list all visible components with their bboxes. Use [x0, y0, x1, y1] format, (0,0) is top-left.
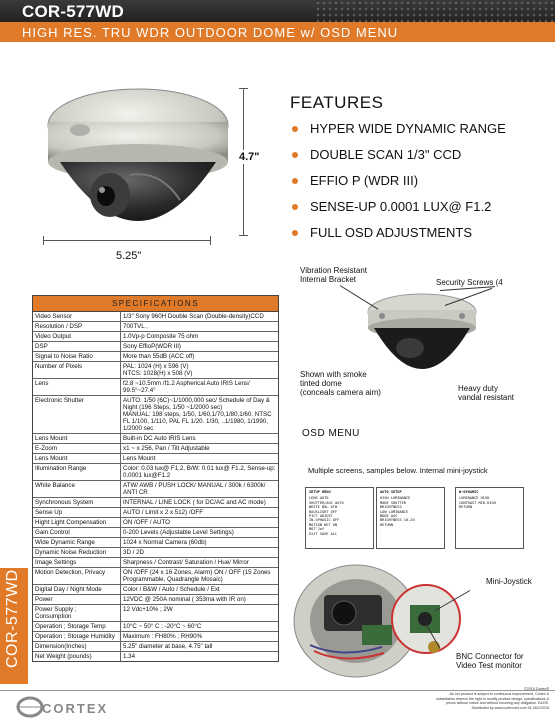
- spec-key: E-Zoom: [33, 444, 121, 453]
- spec-value: 12VDC @ 250A nominal ( 353ma with IR on): [123, 596, 246, 603]
- spec-row: [33, 558, 278, 568]
- spec-row: [33, 538, 278, 548]
- osd-line: RETURN: [380, 522, 393, 527]
- osd-line: LOW LUMINANCE: [380, 509, 409, 514]
- spec-row: [33, 379, 278, 396]
- spec-key: Lens Mount: [33, 454, 121, 463]
- specifications-table: [32, 295, 279, 662]
- osd-line: WHITE BAL ATW: [309, 505, 338, 510]
- spec-value: ON /OFF (24 x 16 Zones, Alarm) ON / OFF (15 Zones Programmable, Quadrangle Mosaic): [123, 569, 271, 583]
- osd-line: RETURN: [459, 505, 472, 510]
- spec-value: 5.25" diameter at base, 4.75" tall: [123, 643, 213, 650]
- spec-key: Illumination Range: [33, 464, 121, 480]
- width-dimension: 5.25": [116, 250, 142, 262]
- callout-bracket: Vibration Resistant Internal Bracket: [300, 266, 367, 284]
- model-title: COR-577WD: [22, 2, 124, 21]
- spec-key: Operation ; Storage Temp: [33, 622, 121, 631]
- osd-line: LUMINANCE HIGH: [459, 496, 490, 501]
- side-model-strip: [0, 568, 28, 684]
- spec-key: Video Output: [33, 332, 121, 341]
- width-dimension-line: [43, 240, 211, 241]
- spec-row: [33, 498, 278, 508]
- spec-value: AUTO / Limit x 2 x 512) /OFF: [123, 509, 203, 516]
- product-subtitle: HIGH RES. TRU WDR OUTDOOR DOME w/ OSD MENU: [22, 25, 399, 40]
- spec-value: 1024 x Normal Camera (60db): [123, 539, 207, 546]
- spec-key: Net Weight (pounds): [33, 652, 121, 661]
- feature-item: DOUBLE SCAN 1/3" CCD: [290, 146, 506, 172]
- spec-row: [33, 352, 278, 362]
- osd-line: PICT ADJUST: [309, 514, 333, 519]
- spec-value: Color / B&W / Auto / Schedule / Ext: [123, 586, 220, 593]
- features-title: FEATURES: [290, 93, 384, 112]
- spec-value: ATW/ AWB / PUSH LOCK/ MANUAL / 300k / 6300k/ ANTI CR: [123, 482, 266, 496]
- spec-row: [33, 605, 278, 622]
- spec-key: Synchronous System: [33, 498, 121, 507]
- spec-value: Built-in DC Auto IRIS Lens: [123, 435, 196, 442]
- spec-value: Maximum : FH80% ; RH90%: [123, 633, 203, 640]
- spec-row: [33, 322, 278, 332]
- spec-key: Gain Control: [33, 528, 121, 537]
- feature-item: FULL OSD ADJUSTMENTS: [290, 224, 506, 250]
- spec-row: [33, 444, 278, 454]
- osd-screen-setup: [305, 487, 374, 549]
- spec-key: Electronic Shutter: [33, 396, 121, 433]
- spec-value: More than 55dB (ACC off): [123, 353, 195, 360]
- osd-screen-title: W-DYNAMIC: [459, 490, 479, 494]
- specifications-title: SPECIFICATIONS: [33, 296, 278, 312]
- spec-row: [33, 362, 278, 379]
- spec-value: 3D / 2D: [123, 549, 144, 556]
- osd-line: CONTRAST MID-HIGH: [459, 500, 496, 505]
- spec-value: Color: 0.03 lux@ F1.2, B/W: 0.01 lux@ F1.2, Sense-up: 0.0001 lux@F1.2: [123, 465, 276, 479]
- spec-row: [33, 312, 278, 322]
- osd-line: HIGH LUMINANCE: [380, 496, 411, 501]
- spec-row: [33, 396, 278, 434]
- spec-value: ON /OFF / AUTO: [123, 519, 170, 526]
- spec-value: x1 ~ x 256, Pan / Tilt Adjustable: [123, 445, 210, 452]
- camera-internals-image: [284, 555, 464, 683]
- spec-key: Digital Day / Night Mode: [33, 585, 121, 594]
- osd-line: MODE SHUTTER: [380, 500, 406, 505]
- spec-row: [33, 464, 278, 481]
- osd-line: BRIGHTNESS 10-20: [380, 518, 415, 523]
- spec-row: [33, 518, 278, 528]
- spec-key: Dimension(Inches): [33, 642, 121, 651]
- spec-rows: [33, 312, 278, 661]
- osd-line: BRIGHTNESS: [380, 505, 402, 510]
- spec-key: Lens: [33, 379, 121, 395]
- spec-key: DSP: [33, 342, 121, 351]
- feature-item: SENSE-UP 0.0001 LUX@ F1.2: [290, 198, 506, 224]
- spec-value: Sony EffioP(WDR III): [123, 343, 181, 350]
- side-model-label: COR-577WD: [4, 569, 21, 668]
- spec-key: Number of Pixels: [33, 362, 121, 378]
- callout-vandal: Heavy duty vandal resistant: [458, 384, 515, 402]
- subtitle-bar: [0, 22, 555, 42]
- spec-row: [33, 332, 278, 342]
- spec-row: [33, 481, 278, 498]
- header-dot-pattern: [315, 0, 555, 22]
- osd-screen-title: SETUP MENU: [309, 490, 331, 494]
- osd-line: EXIT SAVE ALL: [309, 531, 338, 536]
- spec-key: Hight Light Compensation: [33, 518, 121, 527]
- spec-key: Resolution / DSP: [33, 322, 121, 331]
- osd-line: MODE AGC: [380, 514, 398, 519]
- spec-key: Image Settings: [33, 558, 121, 567]
- osd-screen-w-dynamic: [455, 487, 524, 549]
- features-list: [290, 120, 506, 250]
- height-dimension: 4.7": [239, 151, 260, 163]
- callout-bnc: BNC Connector for Video Test monitor: [456, 652, 524, 670]
- spec-value: f2.8 ~10.5mm /f1.2 Aspherical Auto IRIS Lens/ 99.5°~27.4°: [123, 380, 250, 394]
- spec-key: Sense Up: [33, 508, 121, 517]
- spec-value: Sharpness / Contrast/ Saturation / Hue/ Mirror: [123, 559, 249, 566]
- spec-value: 10°C ~ 50° C ; -20°C ~ 60°C: [123, 623, 202, 630]
- spec-key: Power: [33, 595, 121, 604]
- spec-row: [33, 652, 278, 661]
- model-header-bar: [0, 0, 555, 22]
- osd-caption: Multiple screens, samples below. Internal mini-joystick: [308, 466, 488, 475]
- spec-row: [33, 595, 278, 605]
- spec-key: Signal to Noise Ratio: [33, 352, 121, 361]
- spec-key: Power Supply ; Consumption: [33, 605, 121, 621]
- spec-row: [33, 622, 278, 632]
- spec-key: Wide Dynamic Range: [33, 538, 121, 547]
- spec-key: Motion Detection, Privacy: [33, 568, 121, 584]
- spec-row: [33, 642, 278, 652]
- spec-row: [33, 548, 278, 558]
- osd-line: MOT'Jof: [309, 527, 325, 532]
- spec-row: [33, 342, 278, 352]
- osd-screen-title: AUTO SETUP: [380, 490, 402, 494]
- spec-row: [33, 454, 278, 464]
- spec-key: Dynamic Noise Reduction: [33, 548, 121, 557]
- callout-smoke-dome: Shown with smoke tinted dome (conceals camera aim): [300, 370, 381, 397]
- spec-value: Lens Mount: [123, 455, 156, 462]
- spec-key: White Balance: [33, 481, 121, 497]
- spec-row: [33, 585, 278, 595]
- spec-value: 1.34: [123, 653, 136, 660]
- spec-value: PAL: 1024 (H) x 596 (V) NTCS: 1028(H) x 508 (V): [123, 363, 193, 377]
- spec-value: 700TVL ,: [123, 323, 148, 330]
- footer-legal-note: ©2015 Cortex® As our product is subject to continuous improvement, Cortex & subsidiaries reserve the right to modify product design, specifications & prices without notice and without incurring any obligation. E&OE. Distributed by www.cortexcctv.com 01-06122015: [435, 687, 549, 711]
- spec-key: Lens Mount: [33, 434, 121, 443]
- osd-menu-title: OSD MENU: [302, 428, 360, 439]
- callout-screws: Security Screws (4: [436, 278, 503, 287]
- spec-value: AUTO: 1/50 (6C)~1/1000,000 sec/ Schedule of Day & Night (196 Steps, 1/50 ~1/2000 sec) MANUAL: 198 steps, 1/50, 1/60,1/70,1/80,1/60. NTSC FL 1/100, 1/110, PAL FL 1/20. 1/30, ..1/1980, 1/1990, 1/2000 sec: [123, 397, 272, 432]
- spec-key: Video Sensor: [33, 312, 121, 321]
- spec-row: [33, 528, 278, 538]
- spec-value: INTERNAL / LINE LOCK ( for DC/AC and AC mode): [123, 499, 266, 506]
- spec-value: 1.0Vp-p Composite 75 ohm: [123, 333, 199, 340]
- spec-value: 12 Vdc+10% ; 2W: [123, 606, 173, 613]
- spec-key: Operation ; Storage Humidity: [33, 632, 121, 641]
- osd-line: BACKLIGHT OFF: [309, 509, 338, 514]
- osd-screen-auto-setup: [376, 487, 445, 549]
- logo-text: CORTEX: [42, 701, 109, 716]
- callout-joystick: Mini-Joystick: [486, 577, 532, 586]
- spec-row: [33, 434, 278, 444]
- spec-value: 1/3" Sony 960H Double Scan (Double-density)CCD: [123, 313, 264, 320]
- feature-item: EFFIO P (WDR III): [290, 172, 506, 198]
- spec-value: 0-200 Levels (Adjustable Level Settings): [123, 529, 234, 536]
- spec-row: [33, 508, 278, 518]
- osd-line: MOTION DET ON: [309, 522, 338, 527]
- spec-row: [33, 568, 278, 585]
- osd-line: IN-SPHASIC OFF: [309, 518, 340, 523]
- osd-line: SHUTTER/AGC AUTO: [309, 500, 344, 505]
- spec-row: [33, 632, 278, 642]
- osd-line: LENS AUTO: [309, 496, 329, 501]
- feature-item: HYPER WIDE DYNAMIC RANGE: [290, 120, 506, 146]
